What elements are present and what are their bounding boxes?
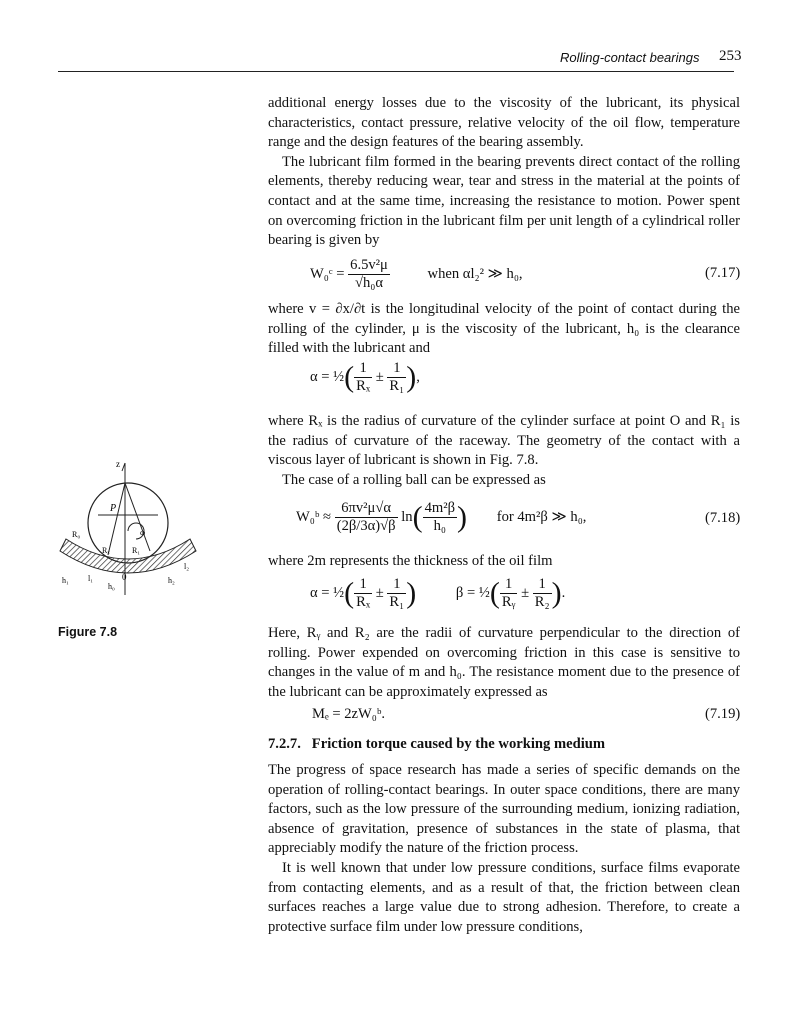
paragraph: where v = ∂x/∂t is the longitudinal velocity of the point of contact during the rolling of the cylinder, μ is the viscosity of the lubricant, h₀ is the clearance filled with the lubricant and xyxy=(268,301,740,357)
label-p: P xyxy=(110,503,117,514)
eq-numerator: 6.5v²μ xyxy=(350,257,388,273)
label-h2: h₂ xyxy=(168,576,175,585)
figure-7-8-diagram xyxy=(58,455,198,605)
label-l2: l₂ xyxy=(184,562,190,571)
label-l1: l₁ xyxy=(88,574,94,583)
eq-fraction xyxy=(387,576,406,611)
label-omega: ω xyxy=(140,528,146,537)
equation-alpha-beta: α = ½( $\frac{1}{\text{Rₓ}}$ ± $\frac{1}{\text{R₁}}$ ) β = ½( $\frac{1}{\text{Rᵧ}}$ ± $\frac{1}{\text{R₂}}$ ). xyxy=(310,576,566,610)
eq-denominator: R₂ xyxy=(534,594,550,610)
eq-numerator: 1 xyxy=(354,576,372,594)
eq-numerator: 1 xyxy=(387,576,406,594)
radius-r1 xyxy=(125,483,150,551)
eq-fraction xyxy=(348,257,390,292)
eq-fraction xyxy=(423,500,457,535)
eq-fraction xyxy=(500,576,518,611)
text-block-1 xyxy=(268,94,740,251)
equation-number: (7.17) xyxy=(705,265,741,281)
eq-fraction xyxy=(354,576,372,611)
raceway xyxy=(60,539,196,573)
equation-7-19: Mₑ = 2zW₀ᵇ. xyxy=(312,706,386,722)
label-h1: h₁ xyxy=(62,576,69,585)
running-head: Rolling-contact bearings xyxy=(560,50,700,65)
equation-alpha: α = ½( $\frac{1}{\text{Rₓ}}$ ± $\frac{1}{\text{R₁}}$ ), xyxy=(310,360,420,394)
section-number: 7.2.7. xyxy=(268,736,301,752)
eq-punctuation: . xyxy=(561,584,566,601)
text-block-2 xyxy=(268,300,740,359)
eq-numerator: 4m²β xyxy=(424,500,456,516)
eq-denominator: Rᵧ xyxy=(501,594,516,610)
paragraph: The progress of space research has made a series of specific demands on the operation of rolling-contact bearings. In outer space conditions, there are many factors, such as the low pressure of the surrounding medium, ionizing radiation, absence of gravitation, presence of substances in the state of plasma, that appreciably modify the nature of the friction process. xyxy=(268,762,740,857)
paragraph: The lubricant film formed in the bearing prevents direct contact of the rolling elements, thereby reducing wear, tear and stress in the material at the points of contact and at the same time, increasing the resistance to motion. Power spent on overcoming friction in the lubricant film per unit length of a cylindrical roller bearing is given by xyxy=(268,153,740,249)
label-rx: Rₓ xyxy=(102,546,110,555)
paragraph: where Rₓ is the radius of curvature of the cylinder surface at point O and R₁ is the radius of curvature of the raceway. The geometry of the contact with a viscous layer of lubricant is shown in Fig. 7.8. xyxy=(268,413,740,469)
section-heading xyxy=(268,736,605,753)
eq-numerator: 1 xyxy=(500,576,518,594)
paragraph: additional energy losses due to the viscosity of the lubricant, its physical characteristics, contact pressure, relative velocity of the oil flow, temperature range and the design features of the bearing assembly. xyxy=(268,95,740,151)
eq-fraction xyxy=(387,360,406,395)
eq-numerator: 1 xyxy=(354,360,372,378)
page-number: 253 xyxy=(719,48,742,64)
eq-denominator: Rₓ xyxy=(356,378,371,394)
eq-denominator: √h₀α xyxy=(354,275,384,291)
eq-fraction xyxy=(533,576,552,611)
text-block-4 xyxy=(268,552,740,572)
header-rule xyxy=(58,71,734,72)
eq-numerator: 6πv²μ√α xyxy=(335,500,398,518)
roller-circle xyxy=(88,483,168,563)
eq-denominator: Rₓ xyxy=(356,594,371,610)
equation-7-18: W₀ᵇ ≈ $\frac{\text{6πv²μ√α}}{(2\beta/3\alpha)√\beta}$ ln( $\frac{\text{4m²β}}{\text{h₀}}$ ) for 4m²β ≫ h₀, xyxy=(296,500,587,534)
eq-punctuation: , xyxy=(416,368,420,385)
eq-denominator: R₁ xyxy=(389,594,405,610)
eq-lhs: β = ½ xyxy=(455,584,490,601)
eq-lhs: α = ½ xyxy=(310,584,345,601)
text-block-5 xyxy=(268,624,740,702)
paragraph: It is well known that under low pressure conditions, surface films evaporate from contacting elements, and as a result of that, the friction between clean surfaces reaches a large value due to strong adhesion. Therefore, to create a protective surface film under low pressure conditions, xyxy=(268,859,740,935)
eq-numerator: 1 xyxy=(387,360,406,378)
eq-lhs: W₀ᶜ = xyxy=(310,265,345,282)
paragraph: Here, Rᵧ and R₂ are the radii of curvature perpendicular to the direction of rolling. Power expended on overcoming friction in this case is sensitive to changes in the value of m and h₀. The resistance moment due to the presence of the lubricant can be approximately expressed as xyxy=(268,625,740,700)
eq-lhs: W₀ᵇ ≈ xyxy=(296,508,332,525)
paragraph: where 2m represents the thickness of the oil film xyxy=(268,553,553,569)
equation-7-17 xyxy=(310,257,523,292)
paragraph: The case of a rolling ball can be expressed as xyxy=(282,471,546,488)
label-h0: h₀ xyxy=(108,582,115,591)
equation-number: (7.18) xyxy=(705,510,741,526)
eq-operator: ± xyxy=(375,584,384,601)
eq-condition: when αl₂² ≫ h₀, xyxy=(427,265,523,282)
label-r1: R₁ xyxy=(132,546,141,555)
eq-denominator: (2β/3α)√β xyxy=(336,518,396,534)
label-r0: R₀ xyxy=(72,530,81,539)
eq-lhs: α = ½ xyxy=(310,368,345,385)
radius-r0 xyxy=(108,483,125,555)
eq-fraction xyxy=(354,360,372,395)
text-block-3 xyxy=(268,412,740,490)
equation-number: (7.19) xyxy=(705,706,741,722)
label-z: z xyxy=(116,459,120,469)
text-block-6 xyxy=(268,761,740,937)
eq-operator: ± xyxy=(521,584,530,601)
eq-operator: ± xyxy=(375,368,384,385)
figure-caption: Figure 7.8 xyxy=(58,625,118,639)
eq-denominator: R₁ xyxy=(389,378,405,394)
eq-log: ln xyxy=(401,508,413,525)
label-o: 0 xyxy=(122,572,127,582)
eq-fraction xyxy=(335,500,398,535)
eq-denominator: h₀ xyxy=(433,518,447,534)
eq-numerator: 1 xyxy=(533,576,552,594)
eq-condition: for 4m²β ≫ h₀, xyxy=(496,508,587,525)
section-title: Friction torque caused by the working medium xyxy=(311,736,606,752)
